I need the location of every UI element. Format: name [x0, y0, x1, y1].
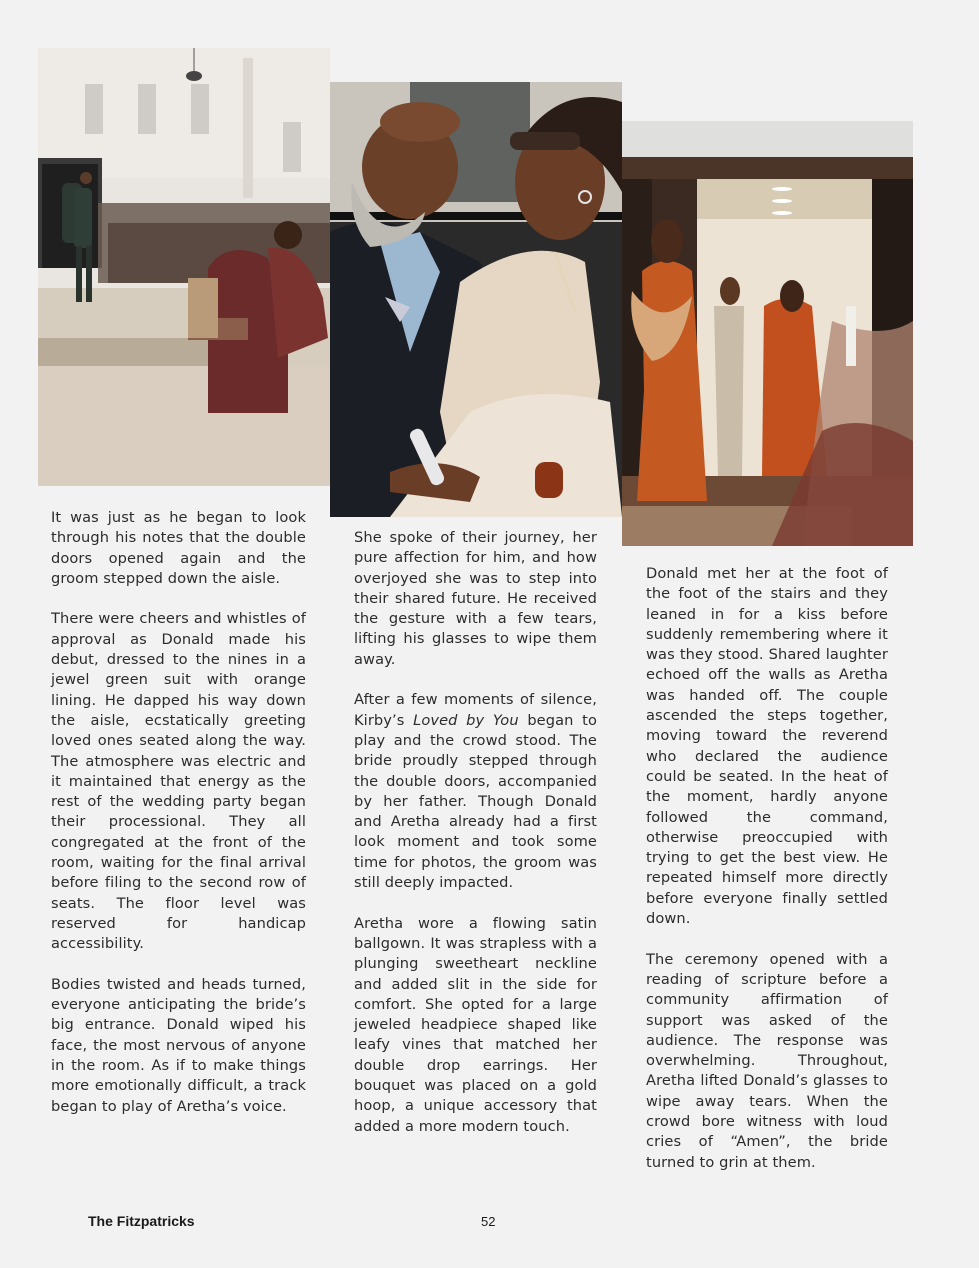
article-paragraph [354, 690, 597, 893]
bride-walking-aisle-photo [622, 121, 913, 546]
article-column-3 [646, 564, 888, 1173]
paragraph-text: began to play and the crowd stood. The bride proudly stepped through the double doors, accompanied by her father. Though Donald and Aretha already had a first look moment and took some time for photos, the groom was still deeply impacted. [354, 711, 597, 892]
paragraph-text: After a few moments of silence, Kirby’s [354, 691, 597, 729]
footer-brand: The Fitzpatricks [88, 1213, 195, 1229]
article-column-2 [354, 528, 597, 1137]
article-paragraph: It was just as he began to look through his notes that the double doors opened again and the groom stepped down the aisle. [51, 509, 306, 587]
page-number: 52 [481, 1214, 496, 1229]
song-title: Loved by You [413, 711, 519, 729]
article-paragraph: She spoke of their journey, her pure affection for him, and how overjoyed she was to step into their shared future. He received the gesture with a few tears, lifting his glasses to wipe them away. [354, 529, 597, 668]
couple-smiling-photo [330, 82, 622, 517]
article-paragraph: The ceremony opened with a reading of scripture before a community affirmation of support was asked of the audience. The response was overwhelming. Throughout, Aretha lifted Donald’s glasses to wipe away tears. When the crowd bore witness with loud cries of “Amen”, the bride turned to grin at them. [646, 950, 888, 1171]
article-paragraph: Bodies twisted and heads turned, everyone anticipating the bride’s big entrance. Donald wiped his face, the most nervous of anyone in the room. As if to make things more emotionally difficult, a track began to play of Aretha’s voice. [51, 975, 306, 1115]
article-paragraph: There were cheers and whistles of approval as Donald made his debut, dressed to the nines in a jewel green suit with orange lining. He dapped his way down the aisle, ecstatically greeting loved ones seated along the way. The atmosphere was electric and it maintained that energy as the rest of the wedding party began their processional. They all congregated at the front of the room, waiting for the final arrival before filing to the second row of seats. The floor level was reserved for handicap accessibility. [51, 610, 306, 953]
article-paragraph: Aretha wore a flowing satin ballgown. It was strapless with a plunging sweetheart neckline and added slit in the side for comfort. She opted for a large jeweled headpiece shaped like leafy vines that matched her double drop earrings. Her bouquet was placed on a gold hoop, a unique accessory that added a more modern touch. [354, 914, 597, 1135]
article-paragraph: Donald met her at the foot of the foot of the stairs and they leaned in for a kiss before suddenly remembering where it was they stood. Shared laughter echoed off the walls as Aretha was handed off. The couple ascended the steps together, moving toward the reverend who declared the audience could be seated. In the heat of the moment, hardly anyone followed the command, otherwise preoccupied with trying to get the best view. He repeated himself more directly before everyone finally settled down. [646, 565, 888, 928]
article-column-1 [51, 508, 306, 1117]
wedding-guests-seated-photo [38, 48, 330, 486]
